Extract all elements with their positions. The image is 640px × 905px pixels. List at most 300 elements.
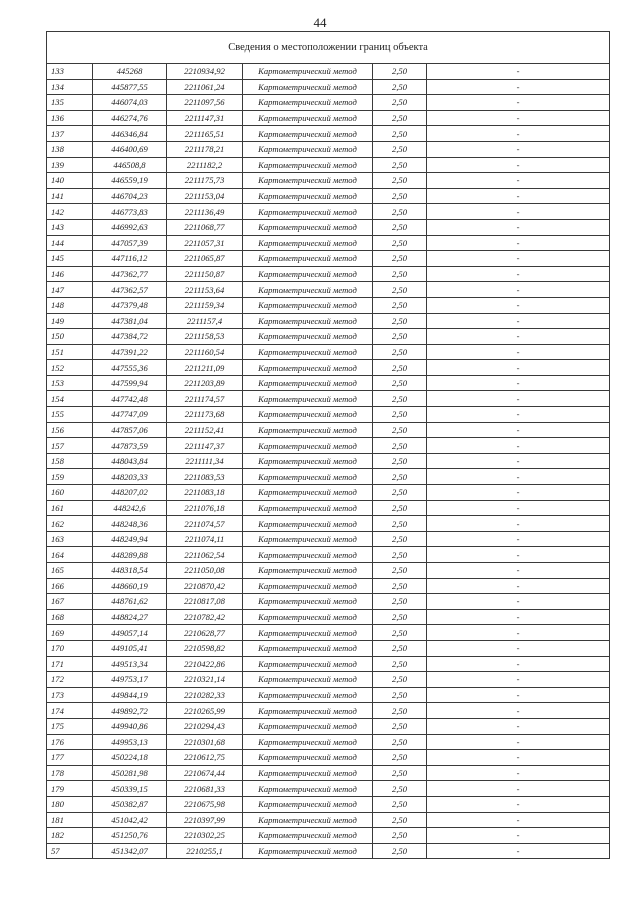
- accuracy-cell: 2,50: [373, 282, 427, 298]
- table-row: [47, 95, 610, 111]
- x-coordinate-cell: 448824,27: [93, 609, 167, 625]
- table-row: [47, 485, 610, 501]
- description-cell: -: [427, 687, 610, 703]
- point-number-cell: 167: [47, 594, 93, 610]
- method-cell: Картометрический метод: [243, 796, 373, 812]
- method-cell: Картометрический метод: [243, 219, 373, 235]
- description-cell: -: [427, 422, 610, 438]
- x-coordinate-cell: 446400,69: [93, 141, 167, 157]
- table-row: [47, 734, 610, 750]
- description-cell: -: [427, 765, 610, 781]
- method-cell: Картометрический метод: [243, 750, 373, 766]
- point-number-cell: 179: [47, 781, 93, 797]
- point-number-cell: 143: [47, 219, 93, 235]
- point-number-cell: 177: [47, 750, 93, 766]
- method-cell: Картометрический метод: [243, 282, 373, 298]
- description-cell: -: [427, 251, 610, 267]
- method-cell: Картометрический метод: [243, 765, 373, 781]
- x-coordinate-cell: 446992,63: [93, 219, 167, 235]
- accuracy-cell: 2,50: [373, 173, 427, 189]
- table-row: [47, 453, 610, 469]
- y-coordinate-cell: 2210817,08: [167, 594, 243, 610]
- accuracy-cell: 2,50: [373, 609, 427, 625]
- method-cell: Картометрический метод: [243, 266, 373, 282]
- description-cell: -: [427, 750, 610, 766]
- x-coordinate-cell: 447391,22: [93, 344, 167, 360]
- y-coordinate-cell: 2210934,92: [167, 64, 243, 80]
- y-coordinate-cell: 2211068,77: [167, 219, 243, 235]
- description-cell: -: [427, 141, 610, 157]
- description-cell: -: [427, 173, 610, 189]
- y-coordinate-cell: 2211057,31: [167, 235, 243, 251]
- method-cell: Картометрический метод: [243, 547, 373, 563]
- x-coordinate-cell: 447057,39: [93, 235, 167, 251]
- table-row: [47, 547, 610, 563]
- point-number-cell: 150: [47, 329, 93, 345]
- point-number-cell: 145: [47, 251, 93, 267]
- accuracy-cell: 2,50: [373, 453, 427, 469]
- table-row: [47, 656, 610, 672]
- description-cell: -: [427, 282, 610, 298]
- description-cell: -: [427, 640, 610, 656]
- x-coordinate-cell: 448289,88: [93, 547, 167, 563]
- x-coordinate-cell: 447555,36: [93, 360, 167, 376]
- method-cell: Картометрический метод: [243, 453, 373, 469]
- point-number-cell: 165: [47, 563, 93, 579]
- y-coordinate-cell: 2210628,77: [167, 625, 243, 641]
- x-coordinate-cell: 446704,23: [93, 188, 167, 204]
- table-row: [47, 141, 610, 157]
- point-number-cell: 141: [47, 188, 93, 204]
- method-cell: Картометрический метод: [243, 391, 373, 407]
- method-cell: Картометрический метод: [243, 251, 373, 267]
- y-coordinate-cell: 2211157,4: [167, 313, 243, 329]
- y-coordinate-cell: 2211097,56: [167, 95, 243, 111]
- method-cell: Картометрический метод: [243, 313, 373, 329]
- y-coordinate-cell: 2211065,87: [167, 251, 243, 267]
- accuracy-cell: 2,50: [373, 640, 427, 656]
- x-coordinate-cell: 447742,48: [93, 391, 167, 407]
- x-coordinate-cell: 448203,33: [93, 469, 167, 485]
- accuracy-cell: 2,50: [373, 375, 427, 391]
- table-row: [47, 79, 610, 95]
- point-number-cell: 155: [47, 407, 93, 423]
- x-coordinate-cell: 450224,18: [93, 750, 167, 766]
- method-cell: Картометрический метод: [243, 110, 373, 126]
- description-cell: -: [427, 266, 610, 282]
- x-coordinate-cell: 450281,98: [93, 765, 167, 781]
- accuracy-cell: 2,50: [373, 703, 427, 719]
- x-coordinate-cell: 451250,76: [93, 828, 167, 844]
- x-coordinate-cell: 449513,34: [93, 656, 167, 672]
- accuracy-cell: 2,50: [373, 500, 427, 516]
- method-cell: Картометрический метод: [243, 812, 373, 828]
- table-row: [47, 251, 610, 267]
- method-cell: Картометрический метод: [243, 687, 373, 703]
- description-cell: -: [427, 329, 610, 345]
- accuracy-cell: 2,50: [373, 781, 427, 797]
- table-row: [47, 578, 610, 594]
- description-cell: -: [427, 609, 610, 625]
- point-number-cell: 154: [47, 391, 93, 407]
- y-coordinate-cell: 2210675,98: [167, 796, 243, 812]
- x-coordinate-cell: 448318,54: [93, 563, 167, 579]
- y-coordinate-cell: 2210397,99: [167, 812, 243, 828]
- y-coordinate-cell: 2210321,14: [167, 672, 243, 688]
- description-cell: -: [427, 407, 610, 423]
- x-coordinate-cell: 447379,48: [93, 297, 167, 313]
- point-number-cell: 139: [47, 157, 93, 173]
- method-cell: Картометрический метод: [243, 157, 373, 173]
- table-row: [47, 781, 610, 797]
- description-cell: -: [427, 453, 610, 469]
- method-cell: Картометрический метод: [243, 563, 373, 579]
- method-cell: Картометрический метод: [243, 344, 373, 360]
- accuracy-cell: 2,50: [373, 516, 427, 532]
- point-number-cell: 144: [47, 235, 93, 251]
- accuracy-cell: 2,50: [373, 391, 427, 407]
- accuracy-cell: 2,50: [373, 407, 427, 423]
- x-coordinate-cell: 451042,42: [93, 812, 167, 828]
- description-cell: -: [427, 516, 610, 532]
- x-coordinate-cell: 447599,94: [93, 375, 167, 391]
- x-coordinate-cell: 447362,77: [93, 266, 167, 282]
- method-cell: Картометрический метод: [243, 360, 373, 376]
- point-number-cell: 136: [47, 110, 93, 126]
- description-cell: -: [427, 188, 610, 204]
- method-cell: Картометрический метод: [243, 672, 373, 688]
- description-cell: -: [427, 360, 610, 376]
- table-row: [47, 157, 610, 173]
- point-number-cell: 142: [47, 204, 93, 220]
- point-number-cell: 173: [47, 687, 93, 703]
- accuracy-cell: 2,50: [373, 656, 427, 672]
- description-cell: -: [427, 594, 610, 610]
- x-coordinate-cell: 448660,19: [93, 578, 167, 594]
- y-coordinate-cell: 2210612,75: [167, 750, 243, 766]
- description-cell: -: [427, 64, 610, 80]
- point-number-cell: 153: [47, 375, 93, 391]
- point-number-cell: 149: [47, 313, 93, 329]
- x-coordinate-cell: 451342,07: [93, 843, 167, 859]
- method-cell: Картометрический метод: [243, 828, 373, 844]
- description-cell: -: [427, 485, 610, 501]
- y-coordinate-cell: 2210302,25: [167, 828, 243, 844]
- accuracy-cell: 2,50: [373, 625, 427, 641]
- point-number-cell: 158: [47, 453, 93, 469]
- description-cell: -: [427, 157, 610, 173]
- table-row: [47, 126, 610, 142]
- x-coordinate-cell: 446274,76: [93, 110, 167, 126]
- point-number-cell: 161: [47, 500, 93, 516]
- method-cell: Картометрический метод: [243, 188, 373, 204]
- y-coordinate-cell: 2211074,11: [167, 531, 243, 547]
- description-cell: -: [427, 843, 610, 859]
- x-coordinate-cell: 448761,62: [93, 594, 167, 610]
- accuracy-cell: 2,50: [373, 547, 427, 563]
- method-cell: Картометрический метод: [243, 469, 373, 485]
- accuracy-cell: 2,50: [373, 313, 427, 329]
- accuracy-cell: 2,50: [373, 141, 427, 157]
- accuracy-cell: 2,50: [373, 219, 427, 235]
- description-cell: -: [427, 469, 610, 485]
- description-cell: -: [427, 625, 610, 641]
- y-coordinate-cell: 2211074,57: [167, 516, 243, 532]
- y-coordinate-cell: 2211050,08: [167, 563, 243, 579]
- method-cell: Картометрический метод: [243, 407, 373, 423]
- y-coordinate-cell: 2211159,34: [167, 297, 243, 313]
- method-cell: Картометрический метод: [243, 79, 373, 95]
- method-cell: Картометрический метод: [243, 640, 373, 656]
- method-cell: Картометрический метод: [243, 781, 373, 797]
- y-coordinate-cell: 2211175,73: [167, 173, 243, 189]
- accuracy-cell: 2,50: [373, 718, 427, 734]
- description-cell: -: [427, 656, 610, 672]
- table-row: [47, 64, 610, 80]
- table-title-row: [47, 32, 610, 64]
- boundary-coordinates-table: [46, 31, 610, 859]
- description-cell: -: [427, 79, 610, 95]
- point-number-cell: 151: [47, 344, 93, 360]
- table-row: [47, 422, 610, 438]
- method-cell: Картометрический метод: [243, 422, 373, 438]
- accuracy-cell: 2,50: [373, 297, 427, 313]
- method-cell: Картометрический метод: [243, 141, 373, 157]
- point-number-cell: 137: [47, 126, 93, 142]
- x-coordinate-cell: 448242,6: [93, 500, 167, 516]
- table-row: [47, 718, 610, 734]
- point-number-cell: 178: [47, 765, 93, 781]
- method-cell: Картометрический метод: [243, 594, 373, 610]
- method-cell: Картометрический метод: [243, 609, 373, 625]
- description-cell: -: [427, 438, 610, 454]
- y-coordinate-cell: 2211150,87: [167, 266, 243, 282]
- point-number-cell: 148: [47, 297, 93, 313]
- x-coordinate-cell: 449105,41: [93, 640, 167, 656]
- y-coordinate-cell: 2211174,57: [167, 391, 243, 407]
- table-row: [47, 219, 610, 235]
- description-cell: -: [427, 578, 610, 594]
- method-cell: Картометрический метод: [243, 438, 373, 454]
- y-coordinate-cell: 2211203,89: [167, 375, 243, 391]
- point-number-cell: 166: [47, 578, 93, 594]
- table-body: [47, 32, 610, 859]
- accuracy-cell: 2,50: [373, 344, 427, 360]
- accuracy-cell: 2,50: [373, 578, 427, 594]
- table-row: [47, 297, 610, 313]
- y-coordinate-cell: 2210681,33: [167, 781, 243, 797]
- method-cell: Картометрический метод: [243, 531, 373, 547]
- method-cell: Картометрический метод: [243, 516, 373, 532]
- method-cell: Картометрический метод: [243, 126, 373, 142]
- method-cell: Картометрический метод: [243, 235, 373, 251]
- description-cell: -: [427, 796, 610, 812]
- accuracy-cell: 2,50: [373, 79, 427, 95]
- x-coordinate-cell: 446559,19: [93, 173, 167, 189]
- method-cell: Картометрический метод: [243, 64, 373, 80]
- y-coordinate-cell: 2210598,82: [167, 640, 243, 656]
- accuracy-cell: 2,50: [373, 594, 427, 610]
- point-number-cell: 152: [47, 360, 93, 376]
- x-coordinate-cell: 449057,14: [93, 625, 167, 641]
- table-row: [47, 703, 610, 719]
- description-cell: -: [427, 95, 610, 111]
- description-cell: -: [427, 313, 610, 329]
- table-row: [47, 500, 610, 516]
- table-row: [47, 375, 610, 391]
- table-row: [47, 313, 610, 329]
- accuracy-cell: 2,50: [373, 157, 427, 173]
- table-row: [47, 609, 610, 625]
- y-coordinate-cell: 2210870,42: [167, 578, 243, 594]
- x-coordinate-cell: 446074,03: [93, 95, 167, 111]
- accuracy-cell: 2,50: [373, 485, 427, 501]
- point-number-cell: 175: [47, 718, 93, 734]
- accuracy-cell: 2,50: [373, 204, 427, 220]
- point-number-cell: 174: [47, 703, 93, 719]
- table-row: [47, 594, 610, 610]
- point-number-cell: 172: [47, 672, 93, 688]
- y-coordinate-cell: 2211083,53: [167, 469, 243, 485]
- point-number-cell: 169: [47, 625, 93, 641]
- x-coordinate-cell: 447362,57: [93, 282, 167, 298]
- y-coordinate-cell: 2211136,49: [167, 204, 243, 220]
- x-coordinate-cell: 449953,13: [93, 734, 167, 750]
- x-coordinate-cell: 449753,17: [93, 672, 167, 688]
- x-coordinate-cell: 449940,86: [93, 718, 167, 734]
- description-cell: -: [427, 500, 610, 516]
- table-row: [47, 407, 610, 423]
- method-cell: Картометрический метод: [243, 625, 373, 641]
- accuracy-cell: 2,50: [373, 563, 427, 579]
- accuracy-cell: 2,50: [373, 672, 427, 688]
- table-row: [47, 750, 610, 766]
- page-number: 44: [313, 15, 327, 30]
- y-coordinate-cell: 2211076,18: [167, 500, 243, 516]
- y-coordinate-cell: 2211158,53: [167, 329, 243, 345]
- accuracy-cell: 2,50: [373, 64, 427, 80]
- method-cell: Картометрический метод: [243, 734, 373, 750]
- x-coordinate-cell: 449844,19: [93, 687, 167, 703]
- method-cell: Картометрический метод: [243, 703, 373, 719]
- table-row: [47, 110, 610, 126]
- method-cell: Картометрический метод: [243, 485, 373, 501]
- x-coordinate-cell: 447873,59: [93, 438, 167, 454]
- accuracy-cell: 2,50: [373, 469, 427, 485]
- accuracy-cell: 2,50: [373, 110, 427, 126]
- table-row: [47, 796, 610, 812]
- description-cell: -: [427, 126, 610, 142]
- accuracy-cell: 2,50: [373, 188, 427, 204]
- table-row: [47, 563, 610, 579]
- y-coordinate-cell: 2211152,41: [167, 422, 243, 438]
- description-cell: -: [427, 110, 610, 126]
- accuracy-cell: 2,50: [373, 843, 427, 859]
- y-coordinate-cell: 2211182,2: [167, 157, 243, 173]
- x-coordinate-cell: 445268: [93, 64, 167, 80]
- y-coordinate-cell: 2210255,1: [167, 843, 243, 859]
- y-coordinate-cell: 2211062,54: [167, 547, 243, 563]
- description-cell: -: [427, 531, 610, 547]
- method-cell: Картометрический метод: [243, 173, 373, 189]
- point-number-cell: 182: [47, 828, 93, 844]
- table-row: [47, 391, 610, 407]
- description-cell: -: [427, 547, 610, 563]
- point-number-cell: 176: [47, 734, 93, 750]
- point-number-cell: 138: [47, 141, 93, 157]
- table-row: [47, 469, 610, 485]
- accuracy-cell: 2,50: [373, 329, 427, 345]
- accuracy-cell: 2,50: [373, 531, 427, 547]
- table-row: [47, 765, 610, 781]
- x-coordinate-cell: 446508,8: [93, 157, 167, 173]
- point-number-cell: 157: [47, 438, 93, 454]
- accuracy-cell: 2,50: [373, 422, 427, 438]
- x-coordinate-cell: 447384,72: [93, 329, 167, 345]
- table-row: [47, 360, 610, 376]
- point-number-cell: 168: [47, 609, 93, 625]
- description-cell: -: [427, 391, 610, 407]
- table-row: [47, 531, 610, 547]
- point-number-cell: 147: [47, 282, 93, 298]
- x-coordinate-cell: 447116,12: [93, 251, 167, 267]
- x-coordinate-cell: 446773,83: [93, 204, 167, 220]
- description-cell: -: [427, 297, 610, 313]
- table-row: [47, 843, 610, 859]
- point-number-cell: 135: [47, 95, 93, 111]
- y-coordinate-cell: 2211147,31: [167, 110, 243, 126]
- method-cell: Картометрический метод: [243, 297, 373, 313]
- y-coordinate-cell: 2211160,54: [167, 344, 243, 360]
- table-row: [47, 672, 610, 688]
- accuracy-cell: 2,50: [373, 438, 427, 454]
- y-coordinate-cell: 2211153,64: [167, 282, 243, 298]
- point-number-cell: 163: [47, 531, 93, 547]
- accuracy-cell: 2,50: [373, 126, 427, 142]
- point-number-cell: 146: [47, 266, 93, 282]
- description-cell: -: [427, 375, 610, 391]
- method-cell: Картометрический метод: [243, 656, 373, 672]
- x-coordinate-cell: 446346,84: [93, 126, 167, 142]
- description-cell: -: [427, 204, 610, 220]
- method-cell: Картометрический метод: [243, 329, 373, 345]
- point-number-cell: 57: [47, 843, 93, 859]
- table-row: [47, 204, 610, 220]
- accuracy-cell: 2,50: [373, 796, 427, 812]
- x-coordinate-cell: 447747,09: [93, 407, 167, 423]
- table-row: [47, 173, 610, 189]
- table-row: [47, 828, 610, 844]
- point-number-cell: 134: [47, 79, 93, 95]
- y-coordinate-cell: 2210674,44: [167, 765, 243, 781]
- method-cell: Картометрический метод: [243, 578, 373, 594]
- method-cell: Картометрический метод: [243, 718, 373, 734]
- method-cell: Картометрический метод: [243, 95, 373, 111]
- point-number-cell: 170: [47, 640, 93, 656]
- table-row: [47, 687, 610, 703]
- y-coordinate-cell: 2211147,37: [167, 438, 243, 454]
- y-coordinate-cell: 2210294,43: [167, 718, 243, 734]
- accuracy-cell: 2,50: [373, 687, 427, 703]
- y-coordinate-cell: 2211165,51: [167, 126, 243, 142]
- x-coordinate-cell: 448249,94: [93, 531, 167, 547]
- point-number-cell: 171: [47, 656, 93, 672]
- table-row: [47, 282, 610, 298]
- table-title: Сведения о местоположении границ объекта: [47, 32, 610, 64]
- y-coordinate-cell: 2211178,21: [167, 141, 243, 157]
- method-cell: Картометрический метод: [243, 204, 373, 220]
- y-coordinate-cell: 2211153,04: [167, 188, 243, 204]
